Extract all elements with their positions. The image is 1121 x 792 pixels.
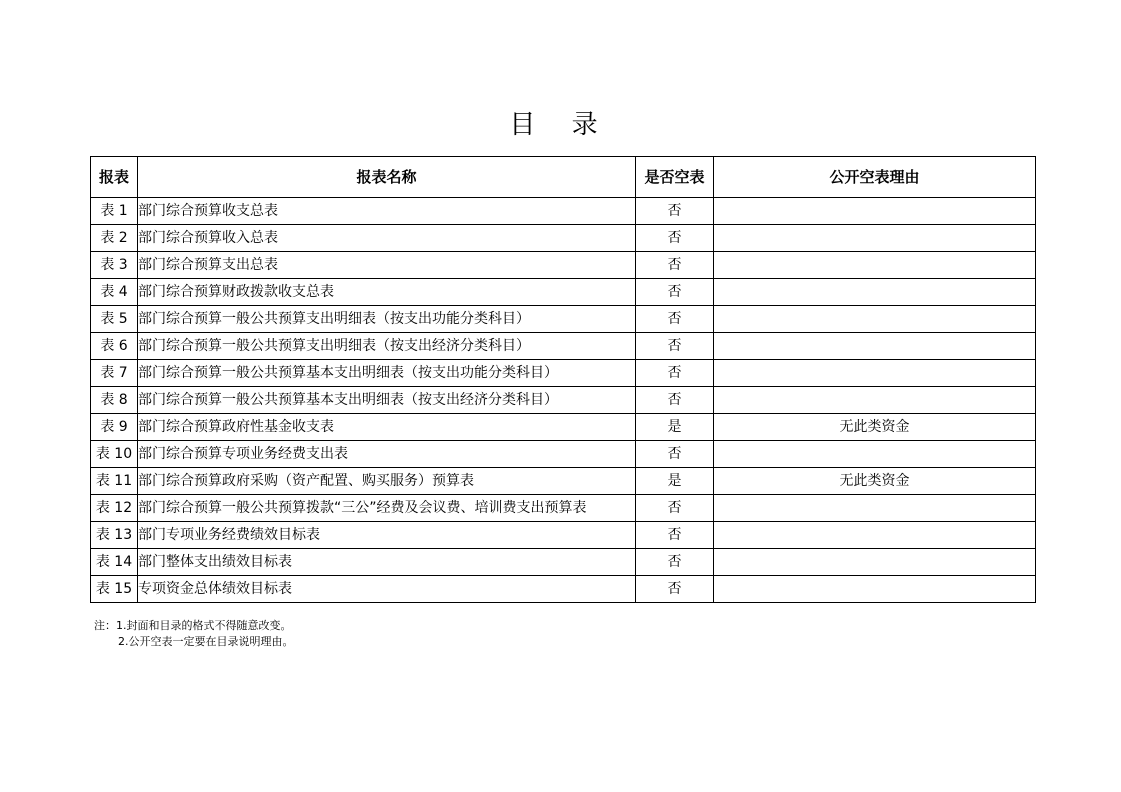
row-name: 部门综合预算专项业务经费支出表	[138, 441, 636, 468]
row-num: 表 11	[91, 468, 138, 495]
row-name: 部门综合预算一般公共预算支出明细表（按支出功能分类科目）	[138, 306, 636, 333]
row-name: 部门综合预算收入总表	[138, 225, 636, 252]
row-name: 部门综合预算财政拨款收支总表	[138, 279, 636, 306]
row-name: 部门综合预算政府性基金收支表	[138, 414, 636, 441]
row-empty: 否	[636, 441, 714, 468]
table-row	[91, 252, 1036, 279]
table-row	[91, 495, 1036, 522]
row-num: 表 9	[91, 414, 138, 441]
row-empty: 否	[636, 522, 714, 549]
row-num: 表 4	[91, 279, 138, 306]
page-title: 目 录	[509, 110, 612, 140]
header-name: 报表名称	[138, 157, 636, 198]
row-num: 表 1	[91, 198, 138, 225]
row-reason	[714, 387, 1036, 414]
row-name: 部门综合预算支出总表	[138, 252, 636, 279]
row-reason	[714, 360, 1036, 387]
row-num: 表 14	[91, 549, 138, 576]
row-empty: 否	[636, 549, 714, 576]
row-reason	[714, 333, 1036, 360]
footnote-1: 注：1.封面和目录的格式不得随意改变。	[94, 619, 292, 632]
row-reason	[714, 279, 1036, 306]
row-empty: 否	[636, 198, 714, 225]
table-row	[91, 549, 1036, 576]
row-num: 表 8	[91, 387, 138, 414]
row-name: 部门专项业务经费绩效目标表	[138, 522, 636, 549]
header-empty: 是否空表	[636, 157, 714, 198]
row-reason: 无此类资金	[714, 414, 1036, 441]
row-empty: 否	[636, 333, 714, 360]
row-reason	[714, 225, 1036, 252]
table-row	[91, 198, 1036, 225]
header-num: 报表	[91, 157, 138, 198]
table-row	[91, 414, 1036, 441]
table-row	[91, 333, 1036, 360]
row-reason	[714, 522, 1036, 549]
row-name: 部门整体支出绩效目标表	[138, 549, 636, 576]
row-reason	[714, 495, 1036, 522]
row-name: 部门综合预算政府采购（资产配置、购买服务）预算表	[138, 468, 636, 495]
row-reason	[714, 198, 1036, 225]
row-reason	[714, 252, 1036, 279]
row-name: 部门综合预算一般公共预算拨款“三公”经费及会议费、培训费支出预算表	[138, 495, 636, 522]
row-reason: 无此类资金	[714, 468, 1036, 495]
row-empty: 是	[636, 414, 714, 441]
table-row	[91, 441, 1036, 468]
table-row	[91, 468, 1036, 495]
row-empty: 否	[636, 576, 714, 603]
row-reason	[714, 576, 1036, 603]
row-num: 表 13	[91, 522, 138, 549]
header-reason: 公开空表理由	[714, 157, 1036, 198]
row-name: 部门综合预算一般公共预算基本支出明细表（按支出功能分类科目）	[138, 360, 636, 387]
row-name: 专项资金总体绩效目标表	[138, 576, 636, 603]
row-name: 部门综合预算一般公共预算基本支出明细表（按支出经济分类科目）	[138, 387, 636, 414]
row-num: 表 3	[91, 252, 138, 279]
row-reason	[714, 549, 1036, 576]
row-empty: 否	[636, 495, 714, 522]
footnotes	[94, 618, 294, 650]
row-reason	[714, 441, 1036, 468]
row-num: 表 12	[91, 495, 138, 522]
row-num: 表 2	[91, 225, 138, 252]
table-row	[91, 387, 1036, 414]
table-row	[91, 306, 1036, 333]
row-empty: 否	[636, 387, 714, 414]
row-num: 表 5	[91, 306, 138, 333]
row-empty: 否	[636, 360, 714, 387]
table-row	[91, 522, 1036, 549]
row-empty: 否	[636, 306, 714, 333]
row-reason	[714, 306, 1036, 333]
toc-table	[90, 156, 1036, 603]
row-num: 表 7	[91, 360, 138, 387]
table-header-row	[91, 157, 1036, 198]
row-empty: 是	[636, 468, 714, 495]
table-row	[91, 225, 1036, 252]
table-row	[91, 279, 1036, 306]
row-empty: 否	[636, 279, 714, 306]
row-name: 部门综合预算一般公共预算支出明细表（按支出经济分类科目）	[138, 333, 636, 360]
row-empty: 否	[636, 252, 714, 279]
row-num: 表 10	[91, 441, 138, 468]
table-row	[91, 576, 1036, 603]
footnote-2: 2.公开空表一定要在目录说明理由。	[118, 635, 294, 648]
table-row	[91, 360, 1036, 387]
row-empty: 否	[636, 225, 714, 252]
row-name: 部门综合预算收支总表	[138, 198, 636, 225]
row-num: 表 15	[91, 576, 138, 603]
row-num: 表 6	[91, 333, 138, 360]
